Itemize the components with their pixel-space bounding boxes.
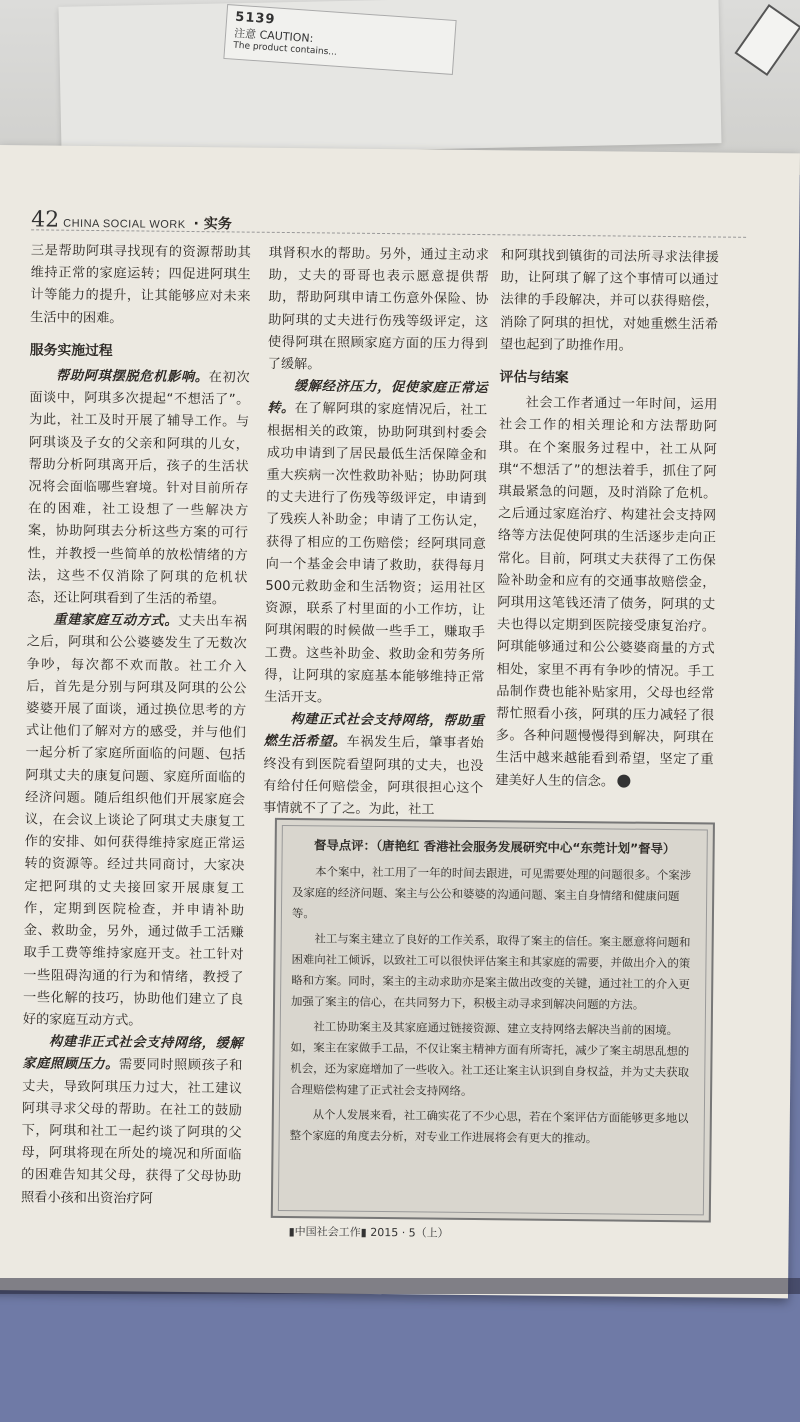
paragraph: 三是帮助阿琪寻找现有的资源帮助其维持正常的家庭运转；四促进阿琪生计等能力的提升，让其能够应对未来生活中的困难。 xyxy=(30,243,251,326)
column-3 xyxy=(495,245,719,794)
caution-small: The product contains... xyxy=(232,40,338,58)
magazine-page xyxy=(0,145,800,1298)
column-2 xyxy=(263,243,489,823)
paragraph-lead: 构建非正式社会支持网络，缓解家庭照顾压力。 xyxy=(22,1034,243,1073)
paragraph xyxy=(23,610,247,1034)
supervisor-review-box xyxy=(271,818,715,1223)
paragraph-lead: 缓解经济压力，促使家庭正常运转。 xyxy=(267,379,488,417)
paragraph-text: 丈夫出车祸之后，阿琪和公公婆婆发生了无数次争吵，每次都不欢而散。社工介入后，首先是分别与阿琪及阿琪的公公婆婆开展了面谈，通过换位思考的方式让他们了解对方的感受，并与他们一起分析了家庭所面临的问题、包括阿琪丈夫的康复问题、家庭所面临的经济问题。随后组织他们开展家庭会议，在会议上谈论了阿琪丈夫康复工作的安排、如何获得维持家庭正常运转的资源等。经过共同商讨，大家决定把阿琪的丈夫接回家开展康复工作，定期到医院检查，并申请补助金、救助金，另外，通过做手工活赚取手工费等维持家庭开支。社工针对一些阻碍沟通的行为和情绪，教授了一些化解的技巧，协助他们建立了良好的家庭互动方式。 xyxy=(22,614,248,1029)
page-shadow xyxy=(0,1278,800,1294)
paragraph-lead: 帮助阿琪摆脱危机影响。 xyxy=(55,368,209,386)
caution-text: 注意 CAUTION: xyxy=(233,26,314,46)
paragraph xyxy=(27,365,250,612)
section-heading: 评估与结案 xyxy=(499,369,569,386)
review-paragraph: 从个人发展来看，社工确实花了不少心思，若在个案评估方面能够更多地以整个家庭的角度去分析，对专业工作进展将会有更大的推动。 xyxy=(289,1107,689,1146)
journal-name: CHINA SOCIAL WORK xyxy=(63,217,186,231)
paragraph xyxy=(21,1031,243,1211)
paragraph-text: 车祸发生后，肇事者始终没有到医院看望阿琪的丈夫，也没有给付任何赔偿金，阿琪很担心这个事情就不了了之。为此，社工 xyxy=(262,735,484,818)
paragraph-text: 在初次面谈中，阿琪多次提起“不想活了”。为此，社工及时开展了辅导工作。与阿琪谈及子女的父亲和阿琪的儿女，帮助分析阿琪离开后，孩子的生活状况将会面临哪些窘境。针对目前所存在的困难，社工设想了一些解决方案，协助阿琪去分析这些方案的可行性，并教授一些简单的放松情绪的方法，这些不仅消除了阿琪的危机状态，还让阿琪看到了生活的希望。 xyxy=(27,370,250,608)
paragraph-text: 在了解阿琪的家庭情况后，社工根据相关的政策，协助阿琪到村委会成功申请到了居民最低生活保障金和重大疾病一次性救助补贴；协助阿琪的丈夫进行了伤残等级评定，申请到了残疾人补助金；申请了工伤认定，获得了相应的工伤赔偿；经阿琪同意向一个基金会申请了救助，获得每月500元救助金和生活物资；运用社区资源，联系了村里面的小工作坊，让阿琪闲暇的时候做一些手工，赚取手工费。这些补助金、救助金和劳务所得，让阿琪的家庭基本能够维持正常生活开支。 xyxy=(264,401,488,706)
paragraph-lead: 重建家庭互动方式。 xyxy=(53,612,179,630)
column-1 xyxy=(21,240,251,1211)
review-title: 督导点评：（唐艳红 香港社会服务发展研究中心“东莞计划”督导） xyxy=(313,837,676,857)
page-footer: ▮中国社会工作▮ 2015 · 5（上） xyxy=(288,1225,449,1240)
review-paragraph: 社工与案主建立了良好的工作关系，取得了案主的信任。案主愿意将问题和困难向社工倾诉，以致社工可以很快评估案主和其家庭的需要，并做出介入的策略和方案。同时，案主的主动求助亦是案主做出改变的关键，通过社工的介入更加强了案主的信心，在共同努力下，积极主动寻求到解决问题的方法。 xyxy=(290,931,691,1012)
page-number: 42 xyxy=(31,207,60,233)
paragraph: 和阿琪找到镇街的司法所寻求法律援助，让阿琪了解了这个事情可以通过法律的手段解决，并可以获得赔偿，消除了阿琪的担忧，对她重燃生活希望也起到了助推作用。 xyxy=(499,248,719,354)
paragraph xyxy=(263,709,484,822)
paragraph-lead: 构建正式社会支持网络，帮助重燃生活希望。 xyxy=(263,712,485,751)
end-mark-icon xyxy=(617,774,630,787)
paragraph: 琪肾积水的帮助。另外，通过主动求助，丈夫的哥哥也表示愿意提供帮助，帮助阿琪申请工伤意外保险、协助阿琪的丈夫进行伤残等级评定，这使得阿琪在照顾家庭方面的压力得到了缓解。 xyxy=(267,245,489,373)
review-paragraph: 社工协助案主及其家庭通过链接资源、建立支持网络去解决当前的困境。如，案主在家做手工品，不仅让案主精神方面有所寄托，减少了案主胡思乱想的机会，还为家庭增加了一些收入。社工还让案主认识到自身权益，并为丈夫获取合理赔偿构建了正式社会支持网络。 xyxy=(290,1019,690,1098)
paragraph-text: 社会工作者通过一年时间，运用社会工作的相关理论和方法帮助阿琪。在个案服务过程中，社工从阿琪“不想活了”的想法着手，抓住了阿琪最紧急的问题，及时消除了危机。之后通过家庭治疗、构建社会支持网络等方法促使阿琪的生活逐步走向正常化。目前，阿琪丈夫获得了工伤保险补助金和应有的交通事故赔偿金，阿琪用这笔钱还清了债务，阿琪的丈夫也得以定期到医院接受康复治疗。阿琪能够通过和公公婆婆商量的方式相处，家里不再有争吵的情况。手工品制作费也能补贴家用，父母也经常帮忙照看小孩，阿琪的压力减轻了很多。各种问题慢慢得到解决，阿琪在生活中越来越能看到希望，坚定了重建美好人生的信念。 xyxy=(495,395,718,790)
paragraph xyxy=(495,392,717,794)
header-divider xyxy=(31,229,746,237)
review-paragraph: 本个案中，社工用了一年的时间去跟进，可见需要处理的问题很多。个案涉及家庭的经济问题、案主与公公和婆婆的沟通问题、案主自身情绪和健康问题等。 xyxy=(291,864,692,921)
caution-code: 5139 xyxy=(234,9,276,28)
paragraph-text: 需要同时照顾孩子和丈夫，导致阿琪压力过大，社工建议阿琪寻求父母的帮助。在社工的鼓励下，阿琪和社工一起约谈了阿琪的父母，阿琪将现在所处的境况和所面临的困难告知其父母，获得了父母协助照看小孩和出资治疗阿 xyxy=(20,1057,243,1207)
section-name: · 实务 xyxy=(193,216,232,233)
section-heading: 服务实施过程 xyxy=(29,342,113,360)
paragraph xyxy=(264,376,487,711)
